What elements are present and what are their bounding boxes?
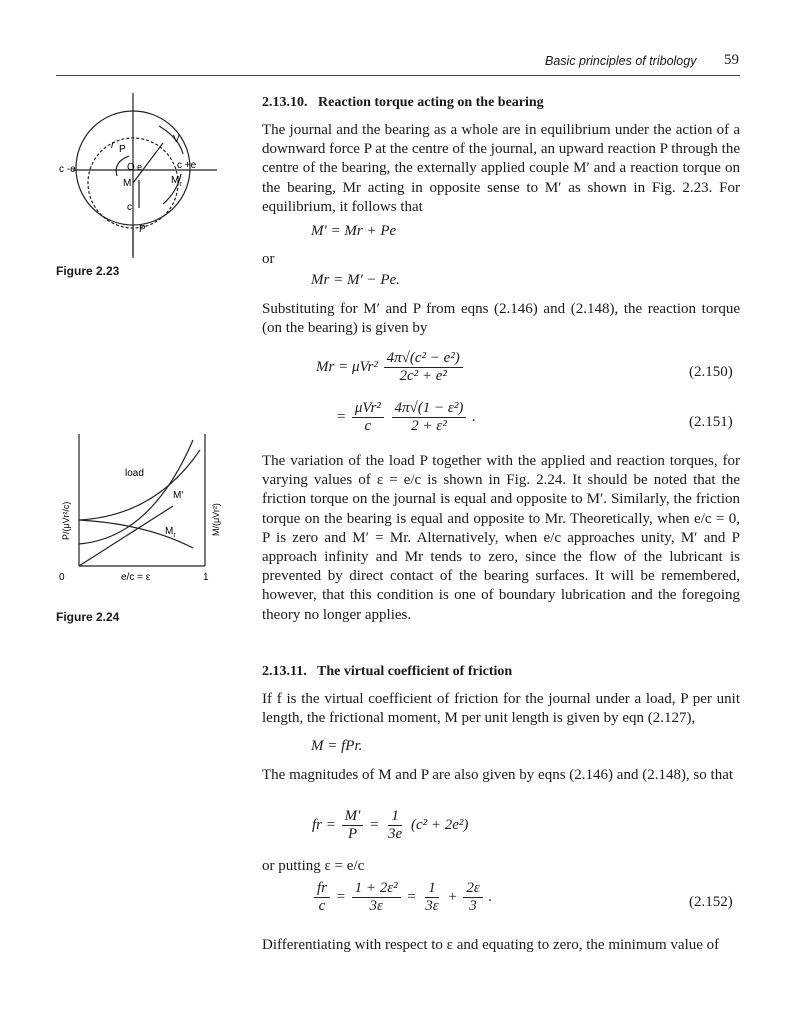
section-number: 2.13.11. [262, 664, 307, 679]
label-O: O [127, 162, 135, 173]
page-number: 59 [724, 52, 739, 68]
paragraph-equilibrium: The journal and the bearing as a whole are in equilibrium under the action of a downward force P at the centre of the journal, an upward reaction P through the centre of the bearing, the externally applied couple M′ and a reaction torque on the bearing, Mr acting in opposite sense to M′ as shown in Fig. 2.23. For equilibrium, it follows that [262, 122, 740, 215]
label-c-minus-e: c -e [59, 164, 76, 175]
paragraph-substituting: Substituting for M′ and P from eqns (2.146) and (2.148), the reaction torque (on the bearing) is given by [262, 301, 740, 337]
header-rule [56, 75, 740, 76]
text-or-putting: or putting ε = e/c [262, 858, 365, 874]
equation-number-2-152: (2.152) [689, 894, 733, 910]
left-axis-label: P/(μVr²/c) [61, 501, 71, 540]
section-title: The virtual coefficient of friction [316, 664, 513, 679]
section-2-13-11-heading [262, 664, 512, 680]
section-number: 2.13.10. [262, 95, 308, 110]
equation-2-150: Mr = μVr² $\frac{\text{4π√(c² − e²)}}{\text{2c² + e²}}$ [316, 350, 465, 385]
label-P-top: P [119, 144, 126, 155]
straight-line [79, 506, 173, 566]
equation-2-151: = $\frac{\text{μVr²}}{c}$ $\frac{\text{4π√(1 − ε²)}}{\text{2 + ε²}}$ . [336, 400, 476, 434]
equation-M-prime: M′ = Mr + Pe [311, 223, 397, 239]
equation-2-152: $\frac{fr}{c}$ = $\frac{\text{1 + 2ε²}}{3\varepsilon}$ = $\frac{1}{3\varepsilon}$ + $\frac{2\varepsilon}{3}$ . [312, 880, 492, 915]
curve-label-Mr: $M_r$ [165, 526, 176, 539]
equation-number-2-151: (2.151) [689, 414, 733, 430]
label-r: r [111, 140, 115, 151]
figure-2-24-caption: Figure 2.24 [56, 610, 120, 624]
section-title: Reaction torque acting on the bearing [318, 95, 544, 110]
figure-2-23-diagram [55, 88, 230, 266]
figure-2-24-chart [55, 428, 235, 590]
x-label-one: 1 [203, 572, 209, 583]
text-or: or [262, 251, 275, 267]
paragraph-magnitudes: The magnitudes of M and P are also given by eqns (2.146) and (2.148), so that [262, 767, 734, 783]
label-M: M [123, 178, 132, 189]
curve-label-load: load [125, 468, 144, 479]
Mr-curve [79, 520, 193, 548]
x-label-eps: e/c = ε [121, 572, 151, 583]
paragraph-differentiating: Differentiating with respect to ε and equating to zero, the minimum value of [262, 937, 720, 953]
equation-fr: fr = $\frac{M'}{P}$ = $\frac{1}{3e}$ (c² + 2e²) [312, 808, 469, 842]
M-prime-curve [79, 450, 200, 520]
running-header-title: Basic principles of tribology [545, 54, 697, 68]
label-V: V [173, 134, 180, 145]
label-Mr: $M_r$ [171, 175, 182, 188]
label-P-bottom: P [139, 224, 146, 235]
right-axis-label: M/(μVr²) [211, 503, 221, 536]
equation-number-2-150: (2.150) [689, 364, 733, 380]
figure-2-23-caption: Figure 2.23 [56, 264, 120, 278]
paragraph-variation: The variation of the load P together with the applied and reaction torques, for varying values of ε = e/c is shown in Fig. 2.24. It should be noted that the friction torque on the journal is equal and opposite to M′. Similarly, the friction torque on the bearing is equal and opposite to Mr. Theoretically, when e/c = 0, P is zero and M′ = Mr. Alternatively, when e/c approaches unity, M′ and P approach infinity and Mr tends to zero, since the flow of the lubricant is prevented by direct contact of the bearing surfaces. It will be remembered, however, that this condition is one of boundary lubrication and the foregoing theory no longer applies. [262, 453, 740, 623]
label-c-plus-e: c +e [177, 160, 197, 171]
label-e: e [137, 162, 143, 172]
x-label-zero: 0 [59, 572, 65, 583]
curve-label-M-prime: M' [173, 490, 184, 501]
equation-Mr: Mr = M′ − Pe. [311, 272, 400, 288]
equation-M-fPr: M = fPr. [311, 738, 363, 754]
label-c: c [127, 202, 132, 213]
paragraph-virtual-coefficient: If f is the virtual coefficient of friction for the journal under a load, P per unit length, the frictional moment, M per unit length is given by eqn (2.127), [262, 691, 740, 727]
section-2-13-10-heading [262, 95, 544, 111]
